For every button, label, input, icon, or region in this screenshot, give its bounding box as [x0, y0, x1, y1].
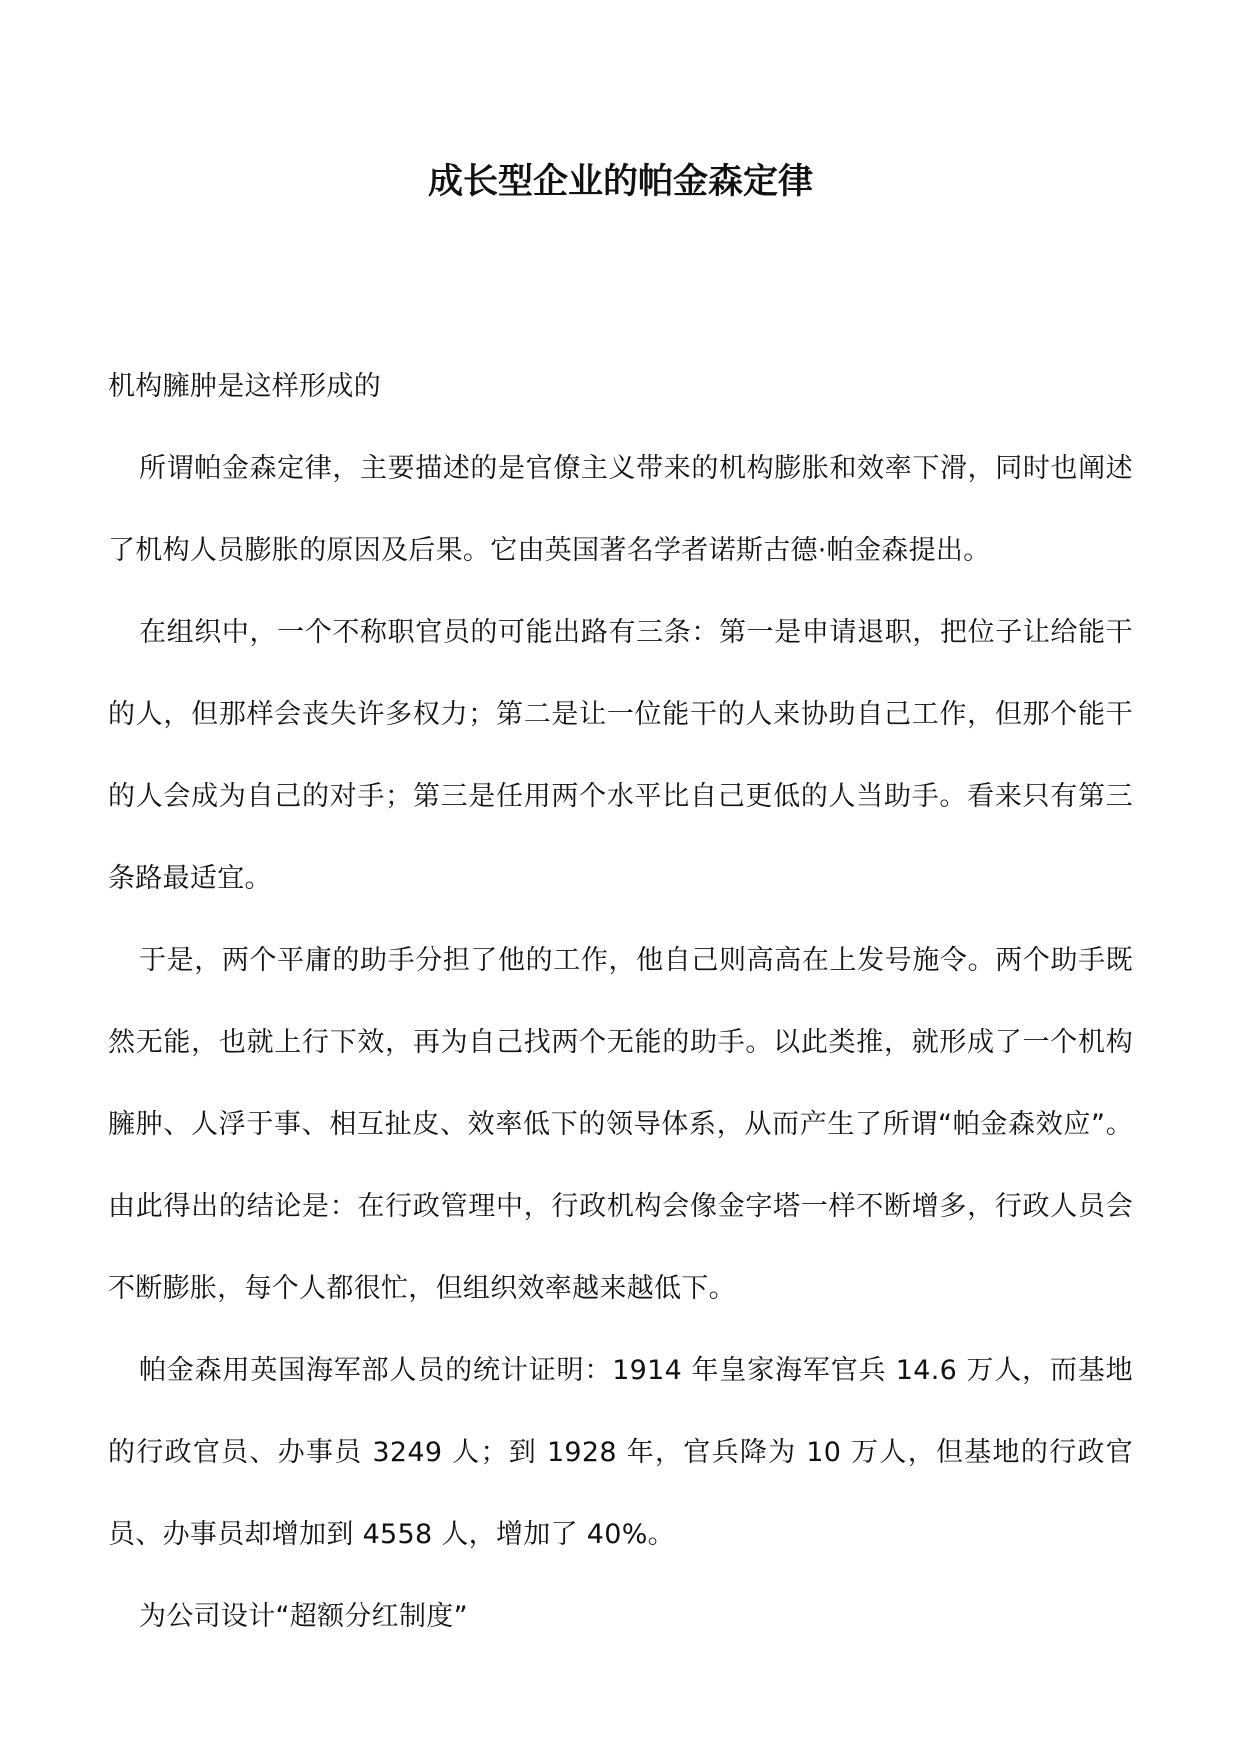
- document-body: [108, 346, 1133, 1658]
- section-heading: 为公司设计“超额分红制度”: [139, 1601, 468, 1632]
- section-heading: 机构臃肿是这样形成的: [108, 371, 381, 402]
- document-title: 成长型企业的帕金森定律: [427, 162, 813, 202]
- paragraph: 帕金森用英国海军部人员的统计证明：1914 年皇家海军官兵 14.6 万人，而基地的行政官员、办事员 3249 人；到 1928 年，官兵降为 10 万人，但基地的行政官员、办事员却增加到 4558 人，增加了 40%。: [108, 1355, 1133, 1550]
- paragraph: 所谓帕金森定律，主要描述的是官僚主义带来的机构膨胀和效率下滑，同时也阐述了机构人员膨胀的原因及后果。它由英国著名学者诺斯古德·帕金森提出。: [108, 453, 1133, 566]
- paragraph: 在组织中，一个不称职官员的可能出路有三条：第一是申请退职，把位子让给能干的人，但那样会丧失许多权力；第二是让一位能干的人来协助自己工作，但那个能干的人会成为自己的对手；第三是任用两个水平比自己更低的人当助手。看来只有第三条路最适宜。: [108, 617, 1133, 894]
- paragraph: 于是，两个平庸的助手分担了他的工作，他自己则高高在上发号施令。两个助手既然无能，也就上行下效，再为自己找两个无能的助手。以此类推，就形成了一个机构臃肿、人浮于事、相互扯皮、效率低下的领导体系，从而产生了所谓“帕金森效应”。由此得出的结论是：在行政管理中，行政机构会像金字塔一样不断增多，行政人员会不断膨胀，每个人都很忙，但组织效率越来越低下。: [108, 945, 1133, 1304]
